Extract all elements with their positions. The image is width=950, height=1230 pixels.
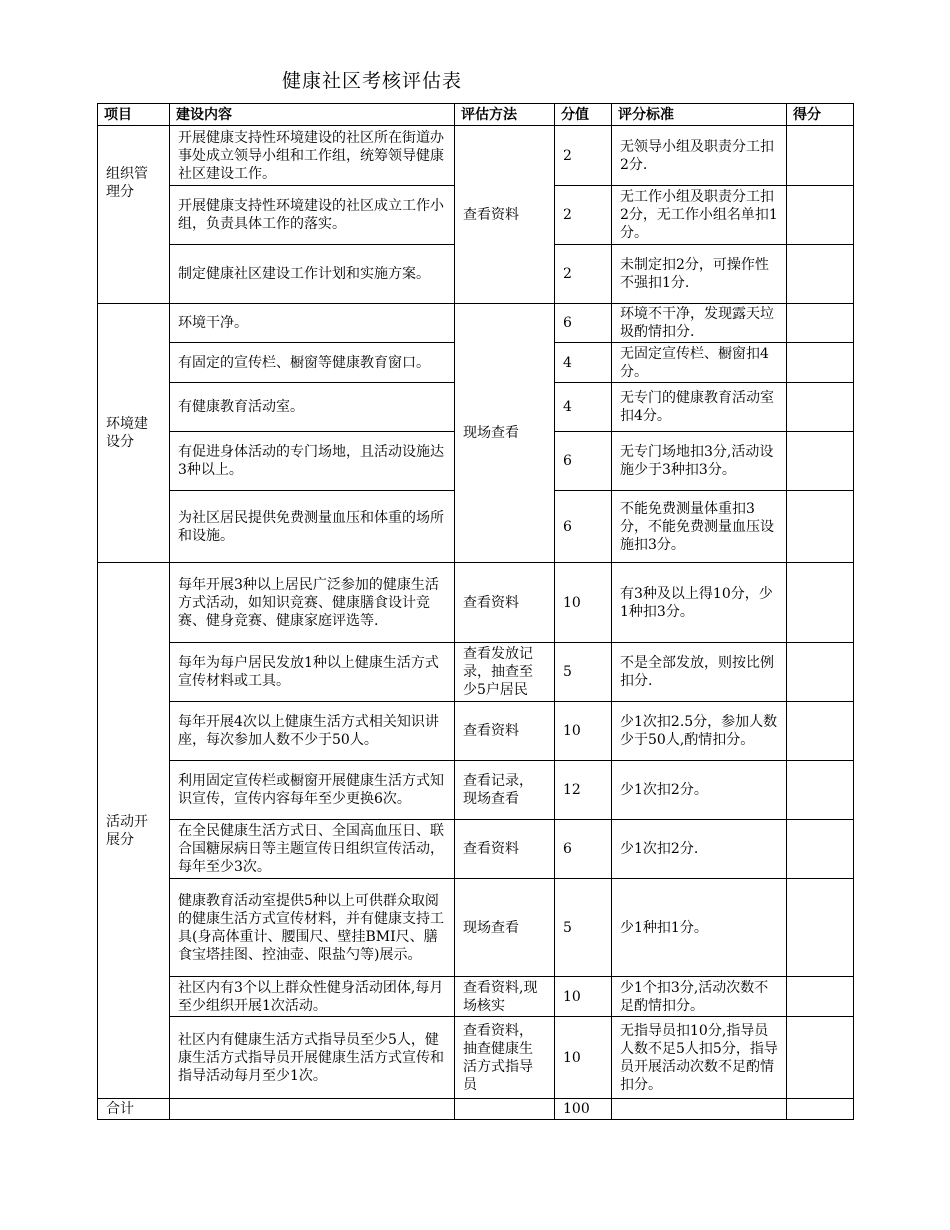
score-cell: 10 (555, 1017, 612, 1099)
obtained-cell (787, 186, 854, 245)
score-cell: 2 (555, 126, 612, 186)
total-method-cell (455, 1099, 555, 1120)
content-cell: 社区内有3个以上群众性健身活动团体,每月至少组织开展1次活动。 (170, 977, 455, 1017)
table-row (98, 879, 854, 977)
standard-cell: 少1个扣3分,活动次数不足酌情扣分。 (612, 977, 787, 1017)
header-row (98, 104, 854, 126)
total-content-cell (170, 1099, 455, 1120)
obtained-cell (787, 304, 854, 343)
page-title: 健康社区考核评估表 (282, 70, 463, 92)
obtained-cell (787, 761, 854, 820)
content-cell: 开展健康支持性环境建设的社区成立工作小组，负责具体工作的落实。 (170, 186, 455, 245)
category-cell: 活动开展分 (98, 563, 170, 1099)
content-cell: 有健康教育活动室。 (170, 383, 455, 432)
obtained-cell (787, 643, 854, 702)
assessment-table (97, 103, 854, 1120)
score-cell: 6 (555, 432, 612, 491)
table-row (98, 304, 854, 343)
content-cell: 健康教育活动室提供5种以上可供群众取阅的健康生活方式宣传材料，并有健康支持工具(身高体重计、腰围尺、壁挂BMI尺、膳食宝塔挂图、控油壶、限盐勺等)展示。 (170, 879, 455, 977)
header-score: 分值 (555, 104, 612, 126)
score-cell: 4 (555, 383, 612, 432)
header-standard: 评分标准 (612, 104, 787, 126)
total-standard-cell (612, 1099, 787, 1120)
score-cell: 10 (555, 563, 612, 643)
standard-cell: 环境不干净，发现露天垃圾酌情扣分. (612, 304, 787, 343)
table-row (98, 761, 854, 820)
obtained-cell (787, 1017, 854, 1099)
content-cell: 有固定的宣传栏、橱窗等健康教育窗口。 (170, 343, 455, 383)
score-cell: 6 (555, 304, 612, 343)
content-cell: 制定健康社区建设工作计划和实施方案。 (170, 245, 455, 304)
method-cell: 查看资料,现场核实 (455, 977, 555, 1017)
method-cell: 查看资料 (455, 820, 555, 879)
score-cell: 6 (555, 820, 612, 879)
header-content: 建设内容 (170, 104, 455, 126)
standard-cell: 无固定宣传栏、橱窗扣4分。 (612, 343, 787, 383)
content-cell: 在全民健康生活方式日、全国高血压日、联合国糖尿病日等主题宣传日组织宣传活动，每年至少3次。 (170, 820, 455, 879)
method-cell: 现场查看 (455, 879, 555, 977)
table-row (98, 702, 854, 761)
method-cell: 查看记录，现场查看 (455, 761, 555, 820)
category-cell: 组织管理分 (98, 126, 170, 304)
method-cell: 查看资料 (455, 702, 555, 761)
table-row (98, 820, 854, 879)
content-cell: 开展健康支持性环境建设的社区所在街道办事处成立领导小组和工作组，统筹领导健康社区建设工作。 (170, 126, 455, 186)
content-cell: 为社区居民提供免费测量血压和体重的场所和设施。 (170, 491, 455, 563)
obtained-cell (787, 702, 854, 761)
obtained-cell (787, 563, 854, 643)
category-cell: 环境建设分 (98, 304, 170, 563)
content-cell: 每年开展3种以上居民广泛参加的健康生活方式活动，如知识竞赛、健康膳食设计竞赛、健身竞赛、健康家庭评选等. (170, 563, 455, 643)
standard-cell: 少1种扣1分。 (612, 879, 787, 977)
content-cell: 环境干净。 (170, 304, 455, 343)
method-cell: 查看资料，抽查健康生活方式指导员 (455, 1017, 555, 1099)
standard-cell: 少1次扣2分. (612, 820, 787, 879)
score-cell: 5 (555, 879, 612, 977)
content-cell: 利用固定宣传栏或橱窗开展健康生活方式知识宣传，宣传内容每年至少更换6次。 (170, 761, 455, 820)
standard-cell: 少1次扣2分。 (612, 761, 787, 820)
content-cell: 有促进身体活动的专门场地，且活动设施达3种以上。 (170, 432, 455, 491)
table-row (98, 1017, 854, 1099)
standard-cell: 未制定扣2分，可操作性不强扣1分. (612, 245, 787, 304)
score-cell: 2 (555, 245, 612, 304)
score-cell: 6 (555, 491, 612, 563)
method-cell: 查看资料 (455, 563, 555, 643)
obtained-cell (787, 126, 854, 186)
method-cell: 查看发放记录，抽查至少5户居民 (455, 643, 555, 702)
method-cell: 现场查看 (455, 304, 555, 563)
standard-cell: 无工作小组及职责分工扣2分，无工作小组名单扣1分。 (612, 186, 787, 245)
header-obtained: 得分 (787, 104, 854, 126)
standard-cell: 不是全部发放，则按比例扣分. (612, 643, 787, 702)
standard-cell: 无领导小组及职责分工扣2分. (612, 126, 787, 186)
content-cell: 每年为每户居民发放1种以上健康生活方式宣传材料或工具。 (170, 643, 455, 702)
obtained-cell (787, 491, 854, 563)
standard-cell: 无指导员扣10分,指导员人数不足5人扣5分，指导员开展活动次数不足酌情扣分。 (612, 1017, 787, 1099)
obtained-cell (787, 820, 854, 879)
obtained-cell (787, 383, 854, 432)
obtained-cell (787, 432, 854, 491)
obtained-cell (787, 977, 854, 1017)
obtained-cell (787, 343, 854, 383)
score-cell: 10 (555, 977, 612, 1017)
obtained-cell (787, 879, 854, 977)
header-method: 评估方法 (455, 104, 555, 126)
header-item: 项目 (98, 104, 170, 126)
total-obtained-cell (787, 1099, 854, 1120)
standard-cell: 有3种及以上得10分，少1种扣3分。 (612, 563, 787, 643)
score-cell: 5 (555, 643, 612, 702)
score-cell: 12 (555, 761, 612, 820)
score-cell: 4 (555, 343, 612, 383)
total-label: 合计 (98, 1099, 170, 1120)
standard-cell: 无专门场地扣3分,活动设施少于3种扣3分。 (612, 432, 787, 491)
content-cell: 每年开展4次以上健康生活方式相关知识讲座，每次参加人数不少于50人。 (170, 702, 455, 761)
standard-cell: 少1次扣2.5分，参加人数少于50人,酌情扣分。 (612, 702, 787, 761)
table-row (98, 977, 854, 1017)
table-row (98, 563, 854, 643)
table-row (98, 126, 854, 186)
obtained-cell (787, 245, 854, 304)
standard-cell: 不能免费测量体重扣3分，不能免费测量血压设施扣3分。 (612, 491, 787, 563)
table-row (98, 643, 854, 702)
score-cell: 10 (555, 702, 612, 761)
total-score: 100 (555, 1099, 612, 1120)
standard-cell: 无专门的健康教育活动室扣4分。 (612, 383, 787, 432)
method-cell: 查看资料 (455, 126, 555, 304)
total-row (98, 1099, 854, 1120)
content-cell: 社区内有健康生活方式指导员至少5人，健康生活方式指导员开展健康生活方式宣传和指导活动每月至少1次。 (170, 1017, 455, 1099)
score-cell: 2 (555, 186, 612, 245)
